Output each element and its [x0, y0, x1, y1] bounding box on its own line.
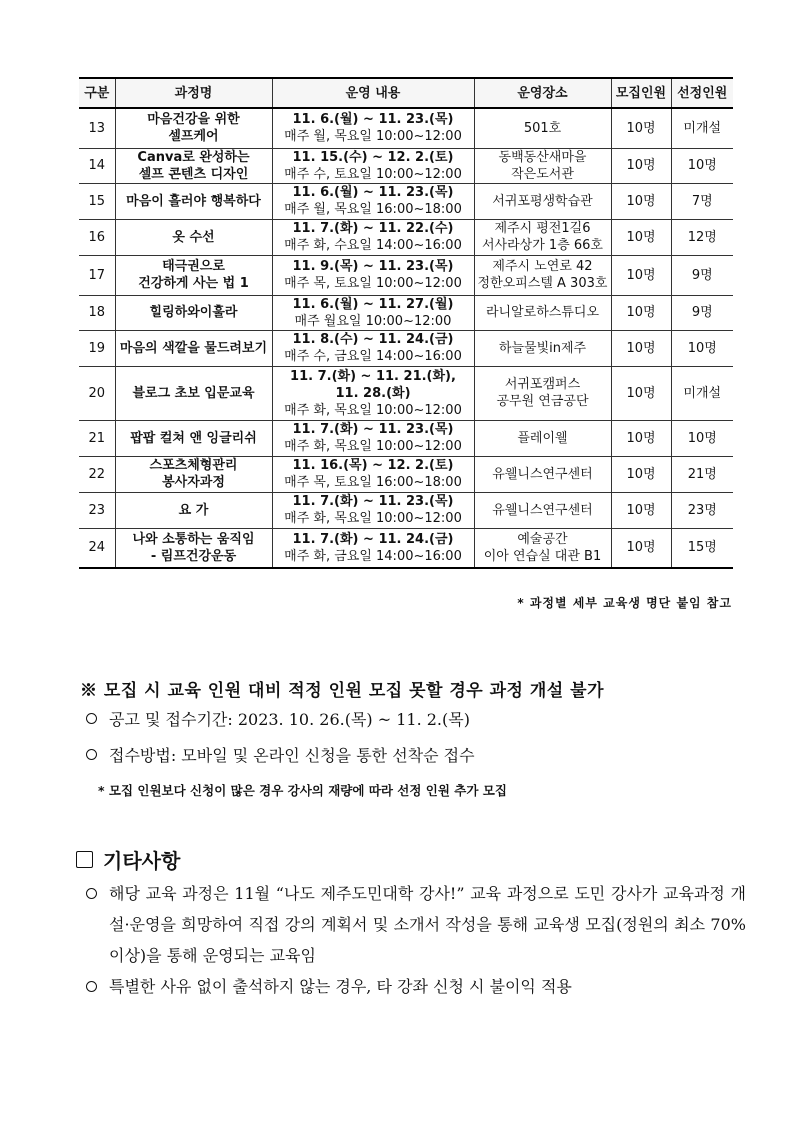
etc-item	[86, 971, 746, 1002]
etc-list	[86, 878, 746, 1002]
header-no: 구분	[79, 78, 115, 108]
etc-item	[86, 878, 746, 971]
table-row	[79, 420, 733, 456]
table-row	[79, 108, 733, 148]
cell-selected: 10명	[671, 330, 733, 366]
cell-recruit: 10명	[611, 255, 671, 295]
schedule-dates: 11. 6.(월) ~ 11. 23.(목)	[292, 112, 454, 128]
schedule-dates: 11. 7.(화) ~ 11. 24.(금)	[292, 531, 454, 547]
course-name-line: 마음건강을 위한	[147, 112, 240, 128]
cell-course-name	[115, 148, 272, 183]
cell-course-name	[115, 219, 272, 255]
sub-note: * 모집 인원보다 신청이 많은 경우 강사의 재량에 따라 선정 인원 추가 모집	[98, 783, 507, 798]
cell-schedule	[272, 528, 474, 568]
course-name-line: 나와 소통하는 움직임	[132, 531, 255, 547]
schedule-time: 매주 수, 금요일 14:00~16:00	[284, 349, 462, 364]
table-row	[79, 219, 733, 255]
schedule-time: 매주 화, 금요일 14:00~16:00	[284, 548, 462, 564]
cell-no: 18	[79, 295, 115, 330]
schedule-time: 매주 화, 수요일 14:00~16:00	[284, 238, 462, 253]
place-line: 이아 연습실 대관 B1	[483, 548, 602, 564]
schedule-time: 매주 월, 목요일 16:00~18:00	[284, 202, 462, 217]
etc-item-text: 해당 교육 과정은 11월 “나도 제주도민대학 강사!” 교육 과정으로 도민 강사가 교육과정 개설·운영을 희망하여 직접 강의 계획서 및 소개서 작성을 통해 교육생 모집(정원의 최소 70% 이상)을 통해 운영되는 교육임	[109, 884, 746, 965]
schedule-time: 매주 수, 토요일 10:00~12:00	[284, 166, 462, 182]
cell-place	[474, 330, 611, 366]
cell-place	[474, 295, 611, 330]
cell-selected: 10명	[671, 148, 733, 183]
table-row	[79, 295, 733, 330]
course-name-line: 요 가	[178, 502, 209, 518]
table-row	[79, 492, 733, 528]
schedule-dates: 11. 7.(화) ~ 11. 23.(목)	[292, 494, 454, 509]
cell-selected: 미개설	[671, 366, 733, 420]
warning-notice: ※ 모집 시 교육 인원 대비 적정 인원 모집 못할 경우 과정 개설 불가	[80, 681, 604, 701]
etc-item-text: 특별한 사유 없이 출석하지 않는 경우, 타 강좌 신청 시 불이익 적용	[109, 977, 572, 996]
cell-course-name	[115, 295, 272, 330]
circle-bullet-icon	[86, 981, 97, 992]
cell-no: 22	[79, 456, 115, 492]
section-heading-etc	[76, 845, 180, 874]
cell-recruit: 10명	[611, 148, 671, 183]
table-header-row	[79, 78, 733, 108]
cell-place	[474, 183, 611, 219]
course-name-line: 셀프케어	[168, 129, 219, 145]
cell-no: 15	[79, 183, 115, 219]
table-body	[79, 108, 733, 568]
cell-course-name	[115, 108, 272, 148]
cell-place	[474, 108, 611, 148]
cell-schedule	[272, 108, 474, 148]
cell-course-name	[115, 492, 272, 528]
place-line: 공무원 연금공단	[496, 394, 589, 409]
cell-schedule	[272, 255, 474, 295]
schedule-dates: 11. 16.(목) ~ 12. 2.(토)	[292, 458, 454, 473]
cell-place	[474, 219, 611, 255]
schedule-time: 매주 화, 목요일 10:00~12:00	[284, 402, 462, 418]
section-heading-etc-text: 기타사항	[103, 849, 181, 873]
table-footnote: * 과정별 세부 교육생 명단 붙임 참고	[517, 596, 732, 610]
course-name-line: 힐링하와이훌라	[149, 305, 238, 320]
cell-selected: 7명	[671, 183, 733, 219]
schedule-time: 매주 화, 목요일 10:00~12:00	[284, 439, 462, 454]
cell-selected: 9명	[671, 255, 733, 295]
cell-place	[474, 255, 611, 295]
table-row	[79, 366, 733, 420]
place-line: 정한오피스텔 A 303호	[477, 276, 608, 291]
checkbox-square-icon	[76, 851, 93, 868]
table-row	[79, 456, 733, 492]
schedule-dates: 11. 9.(목) ~ 11. 23.(목)	[292, 259, 454, 274]
schedule-time: 매주 월, 목요일 10:00~12:00	[284, 129, 462, 145]
cell-course-name	[115, 420, 272, 456]
header-recruit: 모집인원	[611, 78, 671, 108]
cell-recruit: 10명	[611, 330, 671, 366]
place-line: 501호	[523, 120, 562, 136]
schedule-dates: 11. 15.(수) ~ 12. 2.(토)	[292, 149, 454, 165]
cell-recruit: 10명	[611, 420, 671, 456]
cell-selected: 10명	[671, 420, 733, 456]
place-line: 예술공간	[517, 531, 568, 547]
cell-selected: 9명	[671, 295, 733, 330]
bullet-period-text: 공고 및 접수기간: 2023. 10. 26.(목) ~ 11. 2.(목)	[109, 710, 470, 729]
course-name-line: 마음이 흘러야 행복하다	[126, 193, 261, 209]
cell-place	[474, 420, 611, 456]
course-name-line: - 림프건강운동	[150, 548, 237, 564]
place-line: 작은도서관	[511, 166, 574, 182]
schedule-dates: 11. 6.(월) ~ 11. 23.(목)	[292, 185, 454, 200]
place-line: 유웰니스연구센터	[492, 466, 593, 482]
cell-no: 24	[79, 528, 115, 568]
cell-recruit: 10명	[611, 295, 671, 330]
cell-schedule	[272, 420, 474, 456]
bullet-method-text: 접수방법: 모바일 및 온라인 신청을 통한 선착순 접수	[109, 746, 475, 765]
cell-no: 19	[79, 330, 115, 366]
schedule-dates: 11. 28.(화)	[335, 385, 411, 401]
cell-place	[474, 366, 611, 420]
place-line: 플레이웰	[517, 430, 568, 446]
course-name-line: 마음의 색깔을 물드려보기	[119, 340, 268, 356]
header-schedule: 운영 내용	[272, 78, 474, 108]
circle-bullet-icon	[86, 713, 97, 724]
course-name-line: Canva로 완성하는	[137, 149, 250, 165]
schedule-time: 매주 화, 목요일 10:00~12:00	[284, 511, 462, 526]
cell-no: 23	[79, 492, 115, 528]
cell-recruit: 10명	[611, 456, 671, 492]
cell-schedule	[272, 148, 474, 183]
cell-recruit: 10명	[611, 183, 671, 219]
cell-place	[474, 148, 611, 183]
cell-no: 21	[79, 420, 115, 456]
cell-schedule	[272, 456, 474, 492]
cell-no: 20	[79, 366, 115, 420]
cell-place	[474, 456, 611, 492]
circle-bullet-icon	[86, 888, 97, 899]
course-name-line: 봉사자과정	[162, 475, 225, 490]
course-name-line: 건강하게 사는 법 1	[138, 276, 249, 291]
place-line: 라니알로하스튜디오	[485, 305, 600, 320]
table-row	[79, 255, 733, 295]
cell-selected: 21명	[671, 456, 733, 492]
cell-schedule	[272, 183, 474, 219]
cell-recruit: 10명	[611, 108, 671, 148]
cell-place	[474, 528, 611, 568]
cell-no: 17	[79, 255, 115, 295]
cell-recruit: 10명	[611, 219, 671, 255]
schedule-dates: 11. 7.(화) ~ 11. 21.(화),	[290, 368, 456, 384]
schedule-dates: 11. 7.(화) ~ 11. 23.(목)	[292, 422, 454, 437]
table-row	[79, 183, 733, 219]
cell-schedule	[272, 492, 474, 528]
schedule-time: 매주 목, 토요일 10:00~12:00	[284, 276, 462, 291]
table-row	[79, 528, 733, 568]
place-line: 서귀포평생학습관	[492, 193, 593, 209]
cell-schedule	[272, 330, 474, 366]
bullet-period	[86, 707, 470, 730]
cell-place	[474, 492, 611, 528]
cell-schedule	[272, 295, 474, 330]
cell-no: 13	[79, 108, 115, 148]
cell-recruit: 10명	[611, 366, 671, 420]
place-line: 유웰니스연구센터	[492, 502, 593, 518]
schedule-dates: 11. 7.(화) ~ 11. 22.(수)	[292, 221, 454, 236]
cell-selected: 12명	[671, 219, 733, 255]
table-row	[79, 330, 733, 366]
cell-course-name	[115, 183, 272, 219]
cell-course-name	[115, 456, 272, 492]
place-line: 동백동산새마을	[498, 149, 587, 165]
place-line: 서귀포캠퍼스	[504, 377, 581, 392]
schedule-dates: 11. 6.(월) ~ 11. 27.(월)	[292, 296, 454, 312]
cell-course-name	[115, 255, 272, 295]
course-name-line: 블로그 초보 입문교육	[132, 385, 255, 401]
circle-bullet-icon	[86, 749, 97, 760]
schedule-time: 매주 월요일 10:00~12:00	[294, 313, 452, 329]
bullet-method	[86, 743, 475, 766]
course-name-line: 셀프 콘텐츠 디자인	[138, 166, 249, 182]
header-place: 운영장소	[474, 78, 611, 108]
cell-course-name	[115, 528, 272, 568]
cell-course-name	[115, 366, 272, 420]
cell-selected: 15명	[671, 528, 733, 568]
cell-selected: 23명	[671, 492, 733, 528]
place-line: 하늘물빛in제주	[498, 340, 587, 356]
course-name-line: 옷 수선	[172, 229, 215, 245]
cell-no: 16	[79, 219, 115, 255]
cell-schedule	[272, 366, 474, 420]
cell-recruit: 10명	[611, 528, 671, 568]
schedule-dates: 11. 8.(수) ~ 11. 24.(금)	[292, 332, 454, 347]
header-selected: 선정인원	[671, 78, 733, 108]
schedule-time: 매주 목, 토요일 16:00~18:00	[284, 475, 462, 490]
place-line: 서사라상가 1층 66호	[482, 238, 603, 253]
table-row	[79, 148, 733, 183]
course-name-line: 스포츠체형관리	[149, 458, 238, 473]
cell-course-name	[115, 330, 272, 366]
cell-schedule	[272, 219, 474, 255]
course-name-line: 팝팝 컬쳐 앤 잉글리쉬	[130, 430, 257, 446]
header-course-name: 과정명	[115, 78, 272, 108]
place-line: 제주시 노연로 42	[492, 259, 593, 274]
place-line: 제주시 평전1길6	[494, 221, 591, 236]
course-name-line: 태극권으로	[162, 259, 225, 274]
course-table	[79, 77, 733, 569]
cell-no: 14	[79, 148, 115, 183]
cell-recruit: 10명	[611, 492, 671, 528]
cell-selected: 미개설	[671, 108, 733, 148]
